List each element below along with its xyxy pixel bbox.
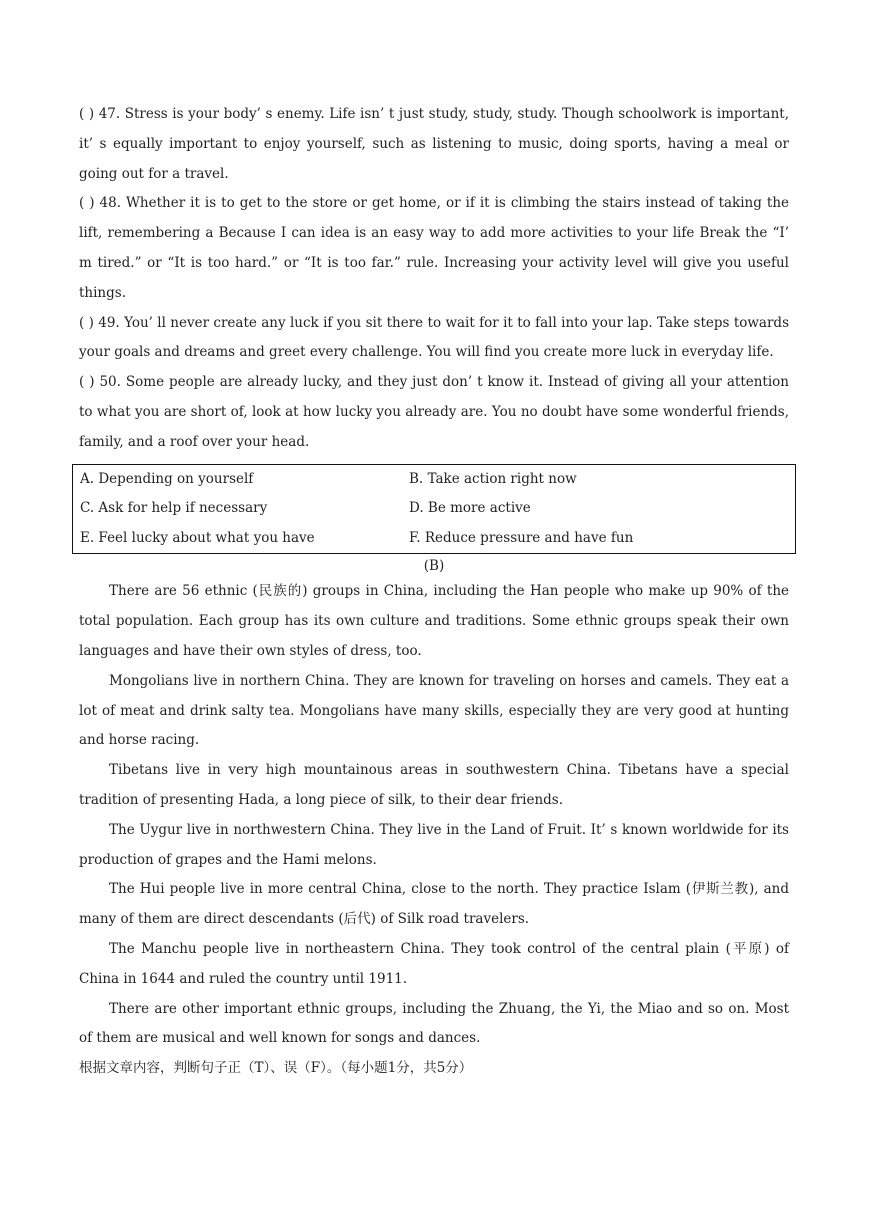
options-row — [80, 524, 788, 554]
option-e: E. Feel lucky about what you have — [80, 529, 315, 546]
passage-paragraph: The Hui people live in more central China, close to the north. They practice Islam (伊斯兰教), and many of them are direct descendants (后代) of Silk road travelers. — [79, 881, 789, 928]
options-row — [80, 465, 788, 495]
option-d: D. Be more active — [409, 500, 531, 517]
question-50: ( ) 50. Some people are already lucky, and they just don’ t know it. Instead of giving all your attention to what you are short of, look at how lucky you already are. You no doubt have some wonderful friends, family, and a roof over your head. — [79, 374, 789, 450]
option-c: C. Ask for help if necessary — [80, 500, 268, 517]
question-49: ( ) 49. You’ ll never create any luck if you sit there to wait for it to fall into your lap. Take steps towards your goals and dreams and greet every challenge. You will find you create more luck in everyday life. — [79, 314, 789, 361]
passage-paragraph: The Manchu people live in northeastern China. They took control of the central plain (平原) of China in 1644 and ruled the country until 1911. — [79, 940, 789, 987]
passage-paragraph: There are other important ethnic groups, including the Zhuang, the Yi, the Miao and so on. Most of them are musical and well known for songs and dances. — [79, 1000, 789, 1047]
passage-paragraph: Mongolians live in northern China. They are known for traveling on horses and camels. They eat a lot of meat and drink salty tea. Mongolians have many skills, especially they are very good at hunting and horse racing. — [79, 672, 789, 749]
options-box — [72, 464, 796, 555]
option-b: B. Take action right now — [409, 470, 577, 487]
option-a: A. Depending on yourself — [80, 470, 254, 487]
question-47: ( ) 47. Stress is your body’ s enemy. Life isn’ t just study, study, study. Though schoolwork is important, it’ s equally important to enjoy yourself, such as listening to music, doing sports, having a meal or going out for a travel. — [79, 106, 789, 182]
passage-paragraph: Tibetans live in very high mountainous areas in southwestern China. Tibetans have a special tradition of presenting Hada, a long piece of silk, to their dear friends. — [79, 762, 789, 808]
section-label: (B) — [423, 558, 445, 575]
passage-paragraph: The Uygur live in northwestern China. They live in the Land of Fruit. It’ s known worldwide for its production of grapes and the Hami melons. — [79, 821, 789, 868]
option-f: F. Reduce pressure and have fun — [409, 529, 634, 546]
document-page — [79, 100, 789, 1084]
task-instruction: 根据文章内容，判断句子正（T）、误（F）。（每小题1分，共5分） — [79, 1060, 473, 1077]
passage-paragraph: There are 56 ethnic (民族的) groups in China, including the Han people who make up 90% of the total population. Each group has its own culture and traditions. Some ethnic groups speak their own languages and have their own styles of dress, too. — [79, 583, 789, 659]
question-48: ( ) 48. Whether it is to get to the store or get home, or if it is climbing the stairs instead of taking the lift, remembering a Because I can idea is an easy way to add more activities to your life Break the “I’ m tired.” or “It is too hard.” or “It is too far.” rule. Increasing your activity level will give you useful things. — [79, 195, 789, 301]
options-row — [80, 494, 788, 524]
